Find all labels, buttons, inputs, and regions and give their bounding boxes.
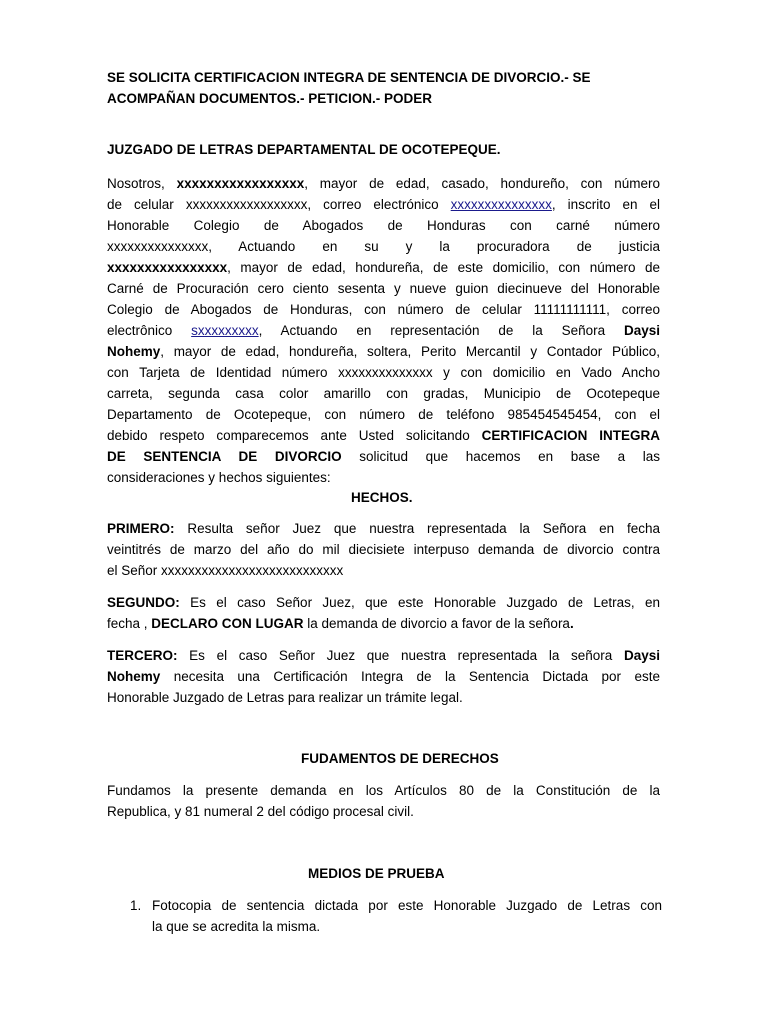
primero-paragraph bbox=[107, 518, 660, 581]
document-title bbox=[107, 67, 663, 109]
medios-heading: MEDIOS DE PRUEBA bbox=[308, 866, 445, 881]
primero-line: veintitrés de marzo del año do mil diecisiete interpuso demanda de divorcio contra bbox=[107, 542, 660, 557]
segundo-line bbox=[107, 613, 660, 634]
segundo-text: Es el caso Señor Juez, que este Honorable Juzgado de Letras, en bbox=[179, 595, 660, 610]
fundamentos-paragraph bbox=[107, 780, 660, 822]
fundamentos-line: Republica, y 81 numeral 2 del código procesal civil. bbox=[107, 804, 414, 819]
primero-line bbox=[107, 518, 660, 539]
client-name: Daysi bbox=[623, 323, 660, 338]
intro-line bbox=[107, 257, 660, 278]
tercero-line bbox=[107, 666, 660, 687]
tercero-text: necesita una Certificación Integra de la Sentencia Dictada por este bbox=[160, 669, 660, 684]
intro-text: electrônico bbox=[107, 323, 192, 338]
primero-line: el Señor xxxxxxxxxxxxxxxxxxxxxxxxxxx bbox=[107, 563, 344, 578]
intro-line: consideraciones y hechos siguientes: bbox=[107, 470, 331, 485]
intro-line bbox=[107, 320, 660, 341]
tercero-text: Es el caso Señor Juez que nuestra representada la señora bbox=[177, 648, 624, 663]
segundo-text: . bbox=[569, 616, 574, 631]
segundo-line bbox=[107, 592, 660, 613]
list-item-line: Fotocopia de sentencia dictada por este Honorable Juzgado de Letras con bbox=[152, 898, 662, 913]
tercero-paragraph bbox=[107, 645, 660, 708]
client-name: Nohemy bbox=[107, 669, 161, 684]
intro-text: , mayor de edad, hondureña, de este domicilio, con número de bbox=[227, 260, 660, 275]
fundamentos-heading: FUDAMENTOS DE DERECHOS bbox=[301, 751, 499, 766]
intro-line bbox=[107, 194, 660, 215]
intro-line: xxxxxxxxxxxxxxx, Actuando en su y la procuradora de justicia bbox=[107, 239, 660, 254]
tercero-label: TERCERO: bbox=[107, 648, 178, 663]
request-title: DE SENTENCIA DE DIVORCIO bbox=[107, 449, 342, 464]
intro-line bbox=[107, 173, 660, 194]
email-link[interactable]: xxxxxxxxxxxxxxx bbox=[450, 197, 552, 212]
primero-text: Resulta señor Juez que nuestra representada la Señora en fecha bbox=[174, 521, 660, 536]
intro-line: Departamento de Ocotepeque, con número de teléfono 985454545454, con el bbox=[107, 407, 660, 422]
intro-line: carreta, segunda casa color amarillo con gradas, Municipio de Ocotepeque bbox=[107, 386, 660, 401]
intro-line: Honorable Colegio de Abogados de Honduras con carné número bbox=[107, 218, 660, 233]
client-name: Daysi bbox=[623, 648, 660, 663]
fundamentos-line: Fundamos la presente demanda en los Artículos 80 de la Constitución de la bbox=[107, 783, 660, 798]
intro-text: , mayor de edad, hondureña, soltera, Perito Mercantil y Contador Público, bbox=[160, 344, 660, 359]
procurator-name: xxxxxxxxxxxxxxxx bbox=[107, 260, 228, 275]
court-heading: JUZGADO DE LETRAS DEPARTAMENTAL DE OCOTEPEQUE. bbox=[107, 142, 501, 157]
title-line-2: ACOMPAÑAN DOCUMENTOS.- PETICION.- PODER bbox=[107, 91, 433, 106]
intro-line: Colegio de Abogados de Honduras, con número de celular 11111111111, correo bbox=[107, 302, 660, 317]
tercero-line: Honorable Juzgado de Letras para realizar un trámite legal. bbox=[107, 690, 463, 705]
list-item-line: la que se acredita la misma. bbox=[152, 919, 321, 934]
primero-label: PRIMERO: bbox=[107, 521, 175, 536]
list-item-number: 1. bbox=[130, 898, 142, 913]
intro-text: solicitud que hacemos en base a las bbox=[341, 449, 660, 464]
email-link[interactable]: sxxxxxxxxx bbox=[191, 323, 259, 338]
attorney-name: xxxxxxxxxxxxxxxxx bbox=[176, 176, 305, 191]
declaration-text: DECLARO CON LUGAR bbox=[151, 616, 304, 631]
intro-text: , Actuando en representación de la Señora bbox=[258, 323, 624, 338]
intro-line bbox=[107, 446, 660, 467]
segundo-label: SEGUNDO: bbox=[107, 595, 180, 610]
intro-text: Nosotros, bbox=[107, 176, 177, 191]
intro-text: debido respeto comparecemos ante Usted solicitando bbox=[107, 428, 482, 443]
title-line-1: SE SOLICITA CERTIFICACION INTEGRA DE SENTENCIA DE DIVORCIO.- SE bbox=[107, 70, 591, 85]
intro-line: Carné de Procuración cero ciento sesenta y nueve guion diecinueve del Honorable bbox=[107, 281, 660, 296]
segundo-paragraph bbox=[107, 592, 660, 634]
intro-text: , inscrito en el bbox=[551, 197, 661, 212]
intro-line: con Tarjeta de Identidad número xxxxxxxxxxxxxx y con domicilio en Vado Ancho bbox=[107, 365, 660, 380]
hechos-heading: HECHOS. bbox=[351, 490, 413, 505]
segundo-text: la demanda de divorcio a favor de la señora bbox=[303, 616, 570, 631]
tercero-line bbox=[107, 645, 660, 666]
intro-text: , mayor de edad, casado, hondureño, con número bbox=[304, 176, 660, 191]
intro-line bbox=[107, 425, 660, 446]
intro-text: de celular xxxxxxxxxxxxxxxxxx, correo electrónico bbox=[107, 197, 451, 212]
intro-line bbox=[107, 341, 660, 362]
list-item bbox=[152, 895, 662, 937]
request-title: CERTIFICACION INTEGRA bbox=[481, 428, 661, 443]
client-name: Nohemy bbox=[107, 344, 161, 359]
intro-paragraph bbox=[107, 173, 660, 488]
segundo-text: fecha , bbox=[107, 616, 152, 631]
